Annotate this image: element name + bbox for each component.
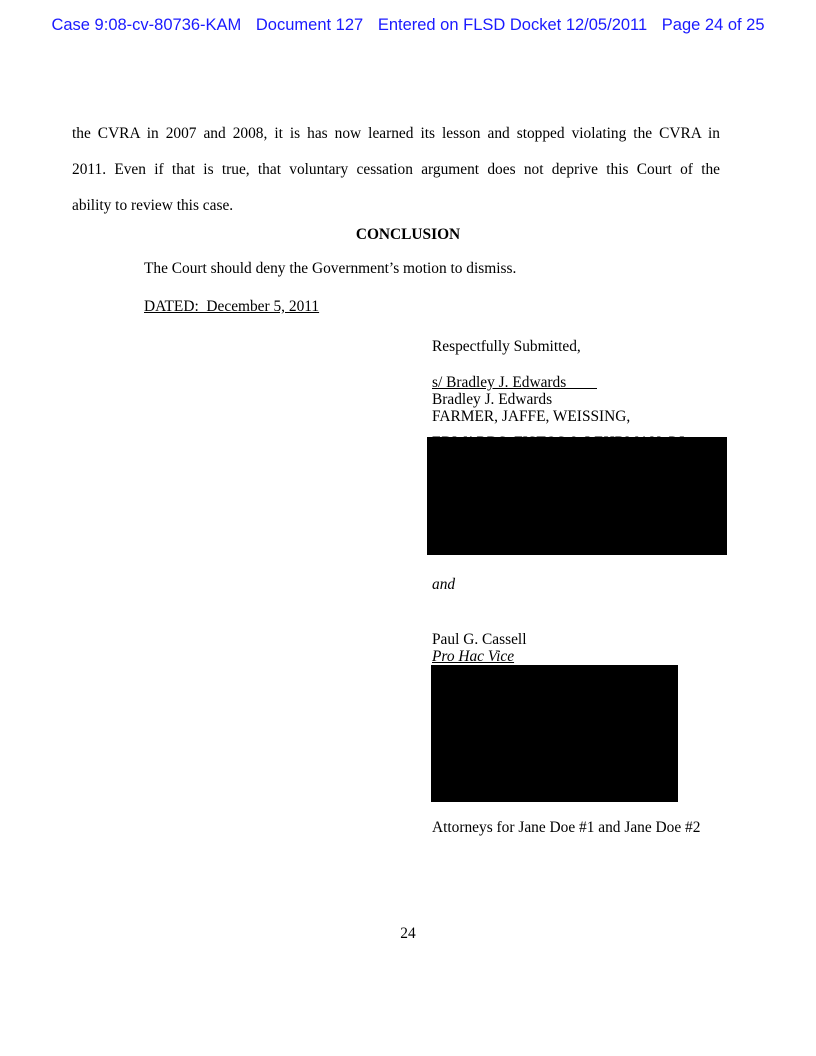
signature-block (432, 374, 630, 425)
dated-line: DATED: December 5, 2011 (144, 298, 320, 315)
attorneys-for-line: Attorneys for Jane Doe #1 and Jane Doe #2 (432, 819, 701, 836)
page-number: 24 (400, 925, 416, 942)
pro-hac-vice-label: Pro Hac Vice (432, 648, 515, 665)
signature-closing: Respectfully Submitted, (432, 338, 581, 355)
cocounsel-name: Paul G. Cassell (432, 631, 527, 648)
attorney-name: Bradley J. Edwards (432, 391, 553, 408)
law-firm-line-1: FARMER, JAFFE, WEISSING, (432, 408, 631, 425)
body-line: 2011. Even if that is true, that voluntary cessation argument does not deprive this Court of the (72, 161, 720, 178)
docket-header (0, 16, 816, 35)
header-case-number: Case 9:08-cv-80736-KAM (51, 16, 242, 34)
body-line: the CVRA in 2007 and 2008, it is has now learned its lesson and stopped violating the CVRA in (72, 125, 720, 142)
and-text: and (432, 576, 456, 593)
redaction-box (431, 665, 678, 802)
body-line: ability to review this case. (72, 197, 234, 214)
redaction-box (427, 437, 727, 555)
body-paragraph (72, 116, 720, 224)
conclusion-heading: CONCLUSION (355, 226, 461, 243)
header-page-count: Page 24 of 25 (661, 16, 765, 34)
header-document-number: Document 127 (255, 16, 364, 34)
signature-line: s/ Bradley J. Edwards (432, 374, 597, 391)
header-entered-date: Entered on FLSD Docket 12/05/2011 (377, 16, 648, 34)
cocounsel-block (432, 631, 526, 665)
conclusion-text: The Court should deny the Government’s motion to dismiss. (144, 260, 517, 277)
